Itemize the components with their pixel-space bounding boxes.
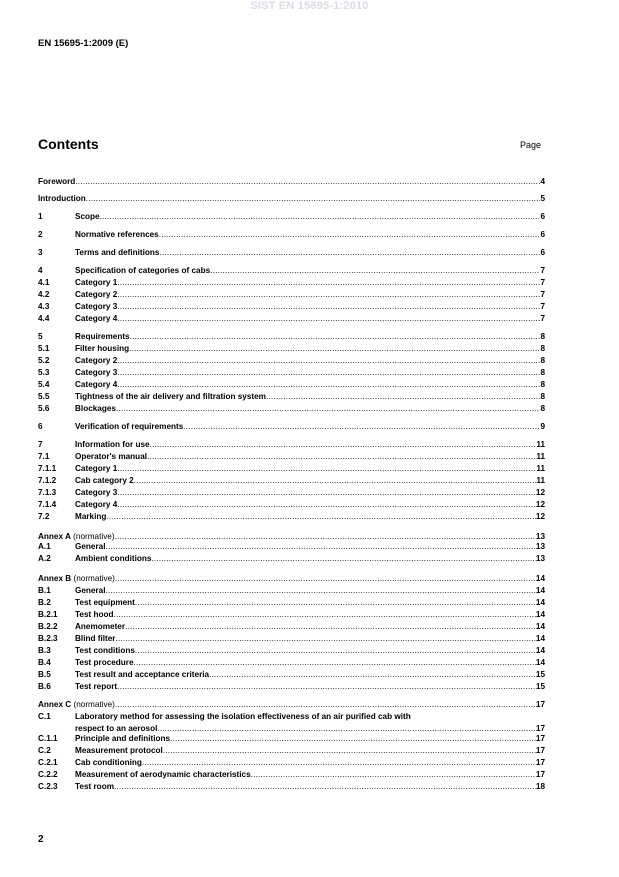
toc-dot-leader [134, 475, 537, 486]
toc-entry[interactable] [38, 379, 545, 390]
toc-entry[interactable] [38, 331, 545, 342]
toc-entry[interactable] [38, 247, 545, 258]
toc-dot-leader [147, 451, 536, 462]
toc-entry[interactable] [38, 757, 545, 768]
toc-entry-number: 5.4 [38, 380, 50, 389]
toc-entry[interactable] [38, 451, 545, 462]
toc-entry-number: 3 [38, 248, 43, 257]
toc-entry-number: C.1 [38, 712, 51, 721]
toc-entry-page: 14 [535, 646, 545, 655]
toc-entry-title: Test result and acceptance criteria [75, 670, 210, 679]
toc-entry-title: Test equipment [75, 598, 135, 607]
toc-dot-leader [117, 499, 536, 510]
toc-entry[interactable] [38, 699, 545, 710]
toc-entry-title: Annex C [38, 700, 72, 709]
toc-entry[interactable] [38, 585, 545, 596]
toc-entry-page: 9 [540, 422, 545, 431]
toc-entry-title: Test conditions [75, 646, 135, 655]
toc-entry-page: 11 [536, 464, 545, 473]
toc-dot-leader [117, 463, 536, 474]
toc-entry-title: Category 4 [75, 314, 118, 323]
toc-entry-number: 7.1.3 [38, 488, 57, 497]
toc-dot-leader [159, 229, 541, 240]
toc-entry-page: 6 [540, 248, 545, 257]
toc-entry[interactable] [38, 597, 545, 608]
toc-entry[interactable] [38, 313, 545, 324]
toc-entry-page: 12 [535, 512, 545, 521]
toc-dot-leader [129, 343, 540, 354]
toc-entry-number: 7.2 [38, 512, 50, 521]
toc-entry[interactable] [38, 343, 545, 354]
toc-entry[interactable] [38, 463, 545, 474]
toc-entry[interactable] [38, 733, 545, 744]
contents-heading: Contents [38, 136, 99, 152]
toc-entry-annex-type: (normative) [70, 532, 115, 541]
toc-dot-leader [151, 553, 535, 564]
toc-entry-page: 11 [536, 452, 545, 461]
toc-entry[interactable] [38, 421, 545, 432]
toc-entry-title: Category 4 [75, 500, 118, 509]
toc-entry-number: 1 [38, 212, 43, 221]
toc-entry[interactable] [38, 609, 545, 620]
toc-entry-page: 4 [540, 177, 545, 186]
toc-entry-page: 17 [535, 700, 545, 709]
toc-entry-number: B.2.2 [38, 622, 58, 631]
toc-entry-page: 8 [540, 344, 545, 353]
toc-entry-title: Measurement protocol [75, 746, 163, 755]
toc-entry-page: 17 [535, 746, 545, 755]
toc-entry[interactable] [38, 439, 545, 450]
toc-entry[interactable] [38, 645, 545, 656]
toc-entry-number: C.2 [38, 746, 51, 755]
toc-entry-page: 15 [535, 682, 545, 691]
toc-entry-number: B.1 [38, 586, 51, 595]
toc-entry-page: 17 [535, 724, 545, 733]
toc-entry-page: 14 [535, 598, 545, 607]
toc-dot-leader [163, 745, 536, 756]
toc-entry-title: Marking [75, 512, 107, 521]
toc-dot-leader [134, 657, 536, 668]
toc-entry-title: Tightness of the air delivery and filtration system [75, 392, 266, 401]
toc-entry-page: 14 [535, 574, 545, 583]
toc-entry-title: Information for use [75, 440, 150, 449]
toc-dot-leader [150, 439, 537, 450]
toc-entry-page: 6 [540, 230, 545, 239]
toc-entry[interactable] [38, 265, 545, 276]
toc-dot-leader [135, 645, 536, 656]
toc-entry-number: B.2 [38, 598, 51, 607]
toc-entry-number: 4.2 [38, 290, 50, 299]
toc-entry[interactable] [38, 289, 545, 300]
toc-dot-leader [75, 176, 540, 187]
toc-entry[interactable] [38, 633, 545, 644]
toc-entry-number: B.2.3 [38, 634, 58, 643]
toc-entry[interactable] [38, 499, 545, 510]
toc-entry-title: Requirements [75, 332, 130, 341]
toc-entry[interactable] [38, 355, 545, 366]
toc-dot-leader [183, 421, 540, 432]
toc-entry-title: Blind filter [75, 634, 116, 643]
toc-entry[interactable] [38, 553, 545, 564]
toc-entry-number: B.5 [38, 670, 51, 679]
toc-entry-number: 5.1 [38, 344, 50, 353]
toc-entry-title: General [75, 542, 106, 551]
toc-entry-title: Test room [75, 782, 114, 791]
toc-entry-number: 4.4 [38, 314, 50, 323]
toc-entry[interactable] [38, 277, 545, 288]
toc-entry-title: Anemometer [75, 622, 126, 631]
toc-entry-page: 5 [540, 194, 545, 203]
toc-entry-title: Verification of requirements [75, 422, 184, 431]
toc-entry-page: 8 [540, 356, 545, 365]
toc-entry-page: 17 [535, 734, 545, 743]
toc-entry-annex-type: (normative) [71, 574, 115, 583]
toc-entry-page: 13 [535, 542, 545, 551]
toc-entry[interactable] [38, 541, 545, 552]
toc-entry-page: 12 [535, 488, 545, 497]
toc-entry-title: Filter housing [75, 344, 130, 353]
toc-entry-number: 7.1.1 [38, 464, 57, 473]
toc-entry-number: 7 [38, 440, 43, 449]
toc-entry-number: B.3 [38, 646, 51, 655]
toc-entry-number: B.4 [38, 658, 51, 667]
toc-entry-page: 18 [535, 782, 545, 791]
toc-entry-title: Principle and definitions [75, 734, 171, 743]
toc-entry-title: Blockages [75, 404, 116, 413]
toc-entry-number: 4 [38, 266, 43, 275]
toc-dot-leader [130, 331, 541, 342]
toc-entry[interactable] [38, 403, 545, 414]
toc-entry-number: 5.5 [38, 392, 50, 401]
toc-entry-page: 7 [540, 302, 545, 311]
toc-entry-title: Cab category 2 [75, 476, 134, 485]
toc-entry-title: Foreword [38, 177, 76, 186]
toc-entry-number: A.2 [38, 554, 51, 563]
toc-entry-number: 4.3 [38, 302, 50, 311]
toc-entry[interactable] [38, 475, 545, 486]
toc-entry-title: Annex B [38, 574, 72, 583]
toc-dot-leader [114, 781, 536, 792]
toc-dot-leader [106, 541, 536, 552]
toc-entry-page: 17 [535, 758, 545, 767]
toc-entry-page: 11 [536, 476, 545, 485]
toc-dot-leader [116, 403, 540, 414]
toc-entry[interactable] [38, 211, 545, 222]
toc-entry-page: 8 [540, 404, 545, 413]
toc-entry-title: Category 2 [75, 290, 118, 299]
toc-dot-leader [117, 367, 540, 378]
toc-dot-leader [117, 355, 540, 366]
toc-dot-leader [117, 379, 540, 390]
toc-dot-leader [251, 769, 536, 780]
toc-entry-title: Introduction [38, 194, 86, 203]
toc-entry-page: 7 [540, 314, 545, 323]
toc-entry-number: 7.1.2 [38, 476, 57, 485]
toc-entry-page: 7 [540, 290, 545, 299]
toc-entry-title: Test procedure [75, 658, 134, 667]
toc-dot-leader [159, 247, 540, 258]
toc-dot-leader [170, 733, 536, 744]
toc-entry-number: 5 [38, 332, 43, 341]
toc-entry-annex-type: (normative) [71, 700, 115, 709]
toc-dot-leader [117, 681, 536, 692]
toc-entry-number: 5.2 [38, 356, 50, 365]
toc-entry-number: C.2.2 [38, 770, 58, 779]
toc-dot-leader [115, 633, 535, 644]
toc-dot-leader [266, 391, 540, 402]
toc-entry-number: 5.6 [38, 404, 50, 413]
toc-entry-page: 8 [540, 368, 545, 377]
toc-dot-leader [210, 265, 540, 276]
toc-entry-page: 8 [540, 332, 545, 341]
toc-entry-title: General [75, 586, 106, 595]
toc-entry-title: Normative references [75, 230, 159, 239]
toc-entry-number: 7.1 [38, 452, 50, 461]
toc-entry-page: 14 [535, 658, 545, 667]
toc-entry[interactable] [38, 681, 545, 692]
toc-entry-title: Laboratory method for assessing the isolation effectiveness of an air purified cab with [75, 712, 411, 721]
toc-entry[interactable] [38, 621, 545, 632]
toc-entry-title: Category 4 [75, 380, 118, 389]
toc-entry-number: A.1 [38, 542, 51, 551]
toc-dot-leader [86, 193, 541, 204]
toc-entry[interactable] [38, 769, 545, 780]
toc-entry-page: 13 [535, 532, 545, 541]
toc-entry-page: 7 [540, 266, 545, 275]
toc-dot-leader [117, 301, 540, 312]
toc-entry-page: 15 [535, 670, 545, 679]
toc-entry[interactable] [38, 781, 545, 792]
toc-entry[interactable] [38, 193, 545, 204]
toc-dot-leader [115, 573, 536, 584]
toc-entry-title: Category 1 [75, 464, 118, 473]
toc-entry-number: 2 [38, 230, 43, 239]
toc-entry-title: Test hood [75, 610, 114, 619]
toc-entry[interactable] [38, 669, 545, 680]
toc-entry-title: Category 3 [75, 488, 118, 497]
toc-entry-title: Test report [75, 682, 118, 691]
toc-entry-title: Annex A [38, 532, 71, 541]
toc-entry-number: 4.1 [38, 278, 50, 287]
toc-entry-page: 14 [535, 622, 545, 631]
toc-entry-title: Measurement of aerodynamic characteristics [75, 770, 251, 779]
toc-entry-number: C.2.1 [38, 758, 58, 767]
toc-entry-page: 11 [536, 440, 545, 449]
toc-entry-title: Specification of categories of cabs [75, 266, 211, 275]
toc-dot-leader [117, 487, 536, 498]
toc-entry[interactable] [38, 176, 545, 187]
toc-dot-leader [117, 313, 540, 324]
page-number: 2 [38, 834, 44, 845]
toc-entry-page: 12 [535, 500, 545, 509]
toc-entry-title: respect to an aerosol [75, 724, 158, 733]
toc-entry[interactable] [38, 511, 545, 522]
toc-entry-page: 6 [540, 212, 545, 221]
toc-entry-page: 8 [540, 380, 545, 389]
toc-dot-leader [117, 277, 540, 288]
toc-entry[interactable] [38, 745, 545, 756]
toc-entry-page: 17 [535, 770, 545, 779]
toc-entry-number: B.6 [38, 682, 51, 691]
page-column-label: Page [520, 140, 542, 150]
toc-entry-number: C.2.3 [38, 782, 58, 791]
toc-dot-leader [135, 597, 536, 608]
toc-entry-title: Scope [75, 212, 100, 221]
toc-dot-leader [106, 585, 536, 596]
toc-entry-number: 5.3 [38, 368, 50, 377]
toc-dot-leader [142, 757, 536, 768]
document-id: EN 15695-1:2009 (E) [38, 38, 129, 49]
toc-entry[interactable] [38, 301, 545, 312]
toc-dot-leader [114, 609, 536, 620]
toc-dot-leader [209, 669, 536, 680]
toc-dot-leader [115, 699, 536, 710]
toc-entry-number: B.2.1 [38, 610, 58, 619]
toc-entry[interactable] [38, 367, 545, 378]
toc-entry-number: C.1.1 [38, 734, 58, 743]
watermark: SIST EN 15695-1:2010 [250, 0, 369, 12]
toc-entry-page: 8 [540, 392, 545, 401]
toc-entry-title: Terms and definitions [75, 248, 160, 257]
toc-entry[interactable] [38, 487, 545, 498]
toc-entry-page: 7 [540, 278, 545, 287]
toc-entry[interactable] [38, 573, 545, 584]
toc-entry-page: 13 [535, 554, 545, 563]
toc-entry-page: 14 [535, 586, 545, 595]
toc-entry-number: 6 [38, 422, 43, 431]
toc-entry[interactable] [38, 657, 545, 668]
toc-dot-leader [117, 289, 540, 300]
toc-entry-title: Category 1 [75, 278, 118, 287]
toc-entry-title: Ambient conditions [75, 554, 152, 563]
toc-dot-leader [106, 511, 535, 522]
toc-dot-leader [100, 211, 541, 222]
toc-entry-title: Category 2 [75, 356, 118, 365]
toc-entry[interactable] [38, 229, 545, 240]
toc-entry-page: 14 [535, 634, 545, 643]
toc-entry-title: Operator's manual [75, 452, 148, 461]
toc-entry[interactable] [38, 711, 545, 722]
toc-entry[interactable] [38, 391, 545, 402]
toc-dot-leader [125, 621, 536, 632]
toc-entry-title: Category 3 [75, 302, 118, 311]
toc-entry-page: 14 [535, 610, 545, 619]
toc-entry-title: Cab conditioning [75, 758, 142, 767]
toc-entry-title: Category 3 [75, 368, 118, 377]
toc-entry-number: 7.1.4 [38, 500, 57, 509]
